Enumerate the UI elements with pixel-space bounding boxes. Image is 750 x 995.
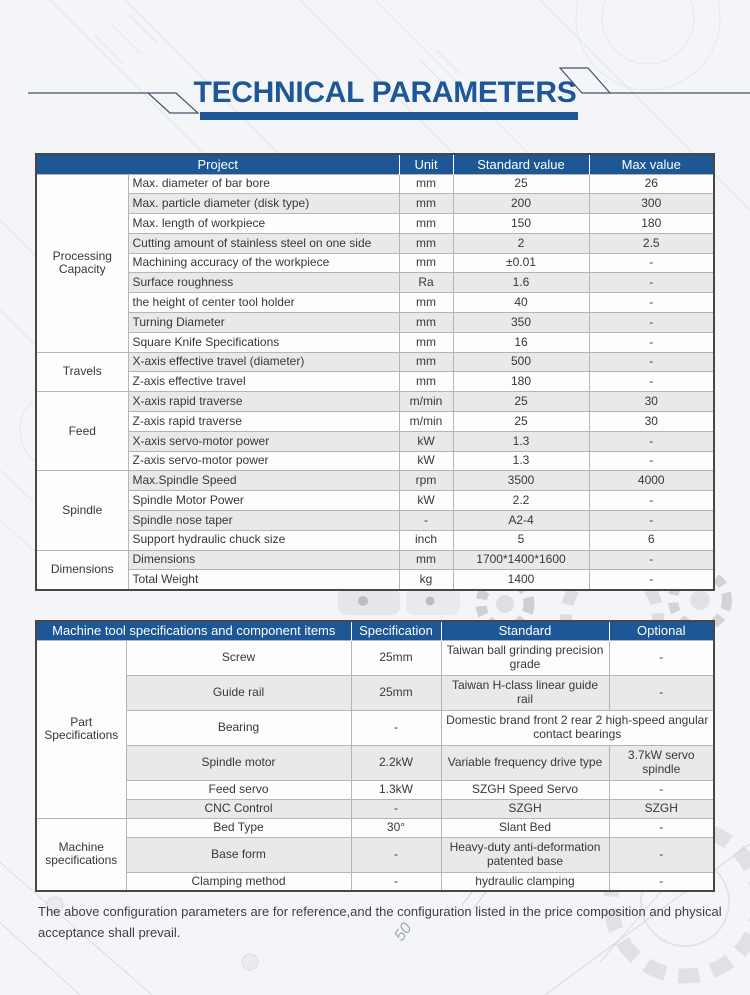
optional-cell: - bbox=[609, 780, 714, 799]
optional-cell: - bbox=[609, 675, 714, 710]
standard-value-cell: 1700*1400*1600 bbox=[453, 550, 589, 570]
parameter-cell: X-axis servo-motor power bbox=[128, 431, 399, 451]
section-label-cell: Spindle bbox=[36, 471, 128, 550]
column-header: Machine tool specifications and component items bbox=[36, 621, 351, 640]
machine-component-spec-table bbox=[35, 620, 715, 892]
standard-value-cell: 16 bbox=[453, 332, 589, 352]
table-row bbox=[36, 471, 714, 491]
component-cell: Clamping method bbox=[126, 872, 351, 891]
parameter-cell: Machining accuracy of the workpiece bbox=[128, 253, 399, 273]
standard-value-cell: 2 bbox=[453, 233, 589, 253]
standard-cell: Taiwan H-class linear guide rail bbox=[441, 675, 609, 710]
column-header: Standard bbox=[441, 621, 609, 640]
component-cell: Base form bbox=[126, 837, 351, 872]
section-label-cell: Machine specifications bbox=[36, 818, 126, 891]
standard-value-cell: 1400 bbox=[453, 570, 589, 590]
unit-cell: Ra bbox=[399, 273, 453, 293]
table-row bbox=[36, 372, 714, 392]
section-label-cell: Travels bbox=[36, 352, 128, 392]
watermark-number: 50 bbox=[391, 919, 416, 945]
table-row bbox=[36, 640, 714, 675]
max-value-cell: - bbox=[589, 451, 714, 471]
unit-cell: kW bbox=[399, 491, 453, 511]
optional-cell: - bbox=[609, 837, 714, 872]
unit-cell: mm bbox=[399, 293, 453, 313]
footer-note bbox=[38, 902, 738, 943]
page-title: TECHNICAL PARAMETERS bbox=[193, 76, 577, 109]
standard-value-cell: 200 bbox=[453, 194, 589, 214]
max-value-cell: - bbox=[589, 491, 714, 511]
standard-value-cell: ±0.01 bbox=[453, 253, 589, 273]
standard-value-cell: 1.6 bbox=[453, 273, 589, 293]
standard-value-cell: 500 bbox=[453, 352, 589, 372]
parameter-cell: Max. diameter of bar bore bbox=[128, 174, 399, 194]
specification-cell: - bbox=[351, 799, 441, 818]
table-row bbox=[36, 745, 714, 780]
standard-value-cell: 1.3 bbox=[453, 451, 589, 471]
table-row bbox=[36, 233, 714, 253]
specification-cell: - bbox=[351, 837, 441, 872]
table-row bbox=[36, 392, 714, 412]
table-row bbox=[36, 174, 714, 194]
max-value-cell: - bbox=[589, 570, 714, 590]
max-value-cell: 180 bbox=[589, 214, 714, 234]
standard-value-cell: 150 bbox=[453, 214, 589, 234]
table-row bbox=[36, 451, 714, 471]
unit-cell: mm bbox=[399, 194, 453, 214]
specification-cell: - bbox=[351, 872, 441, 891]
section-label-cell: Part Specifications bbox=[36, 640, 126, 818]
unit-cell: mm bbox=[399, 253, 453, 273]
parameter-cell: Spindle Motor Power bbox=[128, 491, 399, 511]
max-value-cell: - bbox=[589, 293, 714, 313]
specification-cell: 1.3kW bbox=[351, 780, 441, 799]
max-value-cell: - bbox=[589, 352, 714, 372]
max-value-cell: 30 bbox=[589, 392, 714, 412]
column-header: Optional bbox=[609, 621, 714, 640]
max-value-cell: - bbox=[589, 253, 714, 273]
unit-cell: kW bbox=[399, 451, 453, 471]
unit-cell: rpm bbox=[399, 471, 453, 491]
parameter-cell: Support hydraulic chuck size bbox=[128, 530, 399, 550]
unit-cell: mm bbox=[399, 372, 453, 392]
component-cell: Screw bbox=[126, 640, 351, 675]
component-cell: Bearing bbox=[126, 710, 351, 745]
standard-value-cell: 25 bbox=[453, 412, 589, 432]
standard-value-cell: 25 bbox=[453, 392, 589, 412]
table-row bbox=[36, 293, 714, 313]
optional-cell: 3.7kW servo spindle bbox=[609, 745, 714, 780]
table-row bbox=[36, 570, 714, 590]
unit-cell: m/min bbox=[399, 412, 453, 432]
unit-cell: mm bbox=[399, 352, 453, 372]
max-value-cell: - bbox=[589, 372, 714, 392]
table-row bbox=[36, 511, 714, 531]
max-value-cell: 30 bbox=[589, 412, 714, 432]
parameter-cell: Dimensions bbox=[128, 550, 399, 570]
standard-value-cell: 1.3 bbox=[453, 431, 589, 451]
table-row bbox=[36, 253, 714, 273]
table-row bbox=[36, 780, 714, 799]
standard-cell: SZGH Speed Servo bbox=[441, 780, 609, 799]
parameter-cell: X-axis rapid traverse bbox=[128, 392, 399, 412]
max-value-cell: 4000 bbox=[589, 471, 714, 491]
standard-cell: Slant Bed bbox=[441, 818, 609, 837]
standard-cell: SZGH bbox=[441, 799, 609, 818]
title-underline bbox=[200, 112, 578, 120]
table-row bbox=[36, 799, 714, 818]
max-value-cell: 6 bbox=[589, 530, 714, 550]
standard-cell: Domestic brand front 2 rear 2 high-speed angular contact bearings bbox=[441, 710, 714, 745]
component-cell: Bed Type bbox=[126, 818, 351, 837]
max-value-cell: 2.5 bbox=[589, 233, 714, 253]
table-row bbox=[36, 710, 714, 745]
parameter-cell: Max. length of workpiece bbox=[128, 214, 399, 234]
table-row bbox=[36, 332, 714, 352]
parameter-cell: Max. particle diameter (disk type) bbox=[128, 194, 399, 214]
standard-cell: hydraulic clamping bbox=[441, 872, 609, 891]
table-row bbox=[36, 837, 714, 872]
max-value-cell: - bbox=[589, 431, 714, 451]
table-row bbox=[36, 550, 714, 570]
table-row bbox=[36, 872, 714, 891]
unit-cell: mm bbox=[399, 233, 453, 253]
section-label-cell: Feed bbox=[36, 392, 128, 471]
parameter-cell: Max.Spindle Speed bbox=[128, 471, 399, 491]
parameter-cell: Z-axis effective travel bbox=[128, 372, 399, 392]
standard-cell: Taiwan ball grinding precision grade bbox=[441, 640, 609, 675]
max-value-cell: - bbox=[589, 511, 714, 531]
footer-note-line1: The above configuration parameters are for reference,and the configuration listed in the price composition and physical bbox=[38, 904, 722, 919]
parameter-cell: Square Knife Specifications bbox=[128, 332, 399, 352]
standard-value-cell: 3500 bbox=[453, 471, 589, 491]
standard-value-cell: 40 bbox=[453, 293, 589, 313]
component-cell: CNC Control bbox=[126, 799, 351, 818]
component-cell: Guide rail bbox=[126, 675, 351, 710]
max-value-cell: - bbox=[589, 550, 714, 570]
parameter-cell: X-axis effective travel (diameter) bbox=[128, 352, 399, 372]
unit-cell: - bbox=[399, 511, 453, 531]
max-value-cell: 26 bbox=[589, 174, 714, 194]
unit-cell: mm bbox=[399, 332, 453, 352]
specification-cell: - bbox=[351, 710, 441, 745]
technical-parameters-spec-table bbox=[35, 153, 715, 591]
optional-cell: - bbox=[609, 818, 714, 837]
parameter-cell: Z-axis servo-motor power bbox=[128, 451, 399, 471]
table-row bbox=[36, 818, 714, 837]
parameter-cell: Total Weight bbox=[128, 570, 399, 590]
parameter-cell: Z-axis rapid traverse bbox=[128, 412, 399, 432]
standard-value-cell: 2.2 bbox=[453, 491, 589, 511]
standard-cell: Heavy-duty anti-deformation patented base bbox=[441, 837, 609, 872]
standard-cell: Variable frequency drive type bbox=[441, 745, 609, 780]
optional-cell: - bbox=[609, 640, 714, 675]
column-header: Specification bbox=[351, 621, 441, 640]
max-value-cell: - bbox=[589, 273, 714, 293]
specification-cell: 25mm bbox=[351, 640, 441, 675]
unit-cell: mm bbox=[399, 174, 453, 194]
parameter-cell: the height of center tool holder bbox=[128, 293, 399, 313]
table-row bbox=[36, 352, 714, 372]
unit-cell: m/min bbox=[399, 392, 453, 412]
optional-cell: - bbox=[609, 872, 714, 891]
max-value-cell: 300 bbox=[589, 194, 714, 214]
specification-cell: 25mm bbox=[351, 675, 441, 710]
unit-cell: mm bbox=[399, 550, 453, 570]
table-row bbox=[36, 313, 714, 333]
max-value-cell: - bbox=[589, 332, 714, 352]
table-row bbox=[36, 412, 714, 432]
specification-cell: 2.2kW bbox=[351, 745, 441, 780]
section-label-cell: Processing Capacity bbox=[36, 174, 128, 352]
max-value-cell: - bbox=[589, 313, 714, 333]
parameter-cell: Cutting amount of stainless steel on one side bbox=[128, 233, 399, 253]
column-header: Standard value bbox=[453, 154, 589, 174]
table-row bbox=[36, 214, 714, 234]
column-header: Project bbox=[36, 154, 399, 174]
table-row bbox=[36, 530, 714, 550]
table-row bbox=[36, 431, 714, 451]
unit-cell: kW bbox=[399, 431, 453, 451]
table-row bbox=[36, 491, 714, 511]
parameter-cell: Spindle nose taper bbox=[128, 511, 399, 531]
unit-cell: mm bbox=[399, 313, 453, 333]
parameter-cell: Surface roughness bbox=[128, 273, 399, 293]
standard-value-cell: 350 bbox=[453, 313, 589, 333]
table-row bbox=[36, 194, 714, 214]
optional-cell: SZGH bbox=[609, 799, 714, 818]
table-row bbox=[36, 273, 714, 293]
component-cell: Spindle motor bbox=[126, 745, 351, 780]
standard-value-cell: 180 bbox=[453, 372, 589, 392]
unit-cell: mm bbox=[399, 214, 453, 234]
section-label-cell: Dimensions bbox=[36, 550, 128, 590]
technical-parameters-table bbox=[35, 153, 715, 591]
column-header: Unit bbox=[399, 154, 453, 174]
standard-value-cell: A2-4 bbox=[453, 511, 589, 531]
parameter-cell: Turning Diameter bbox=[128, 313, 399, 333]
footer-note-line2: acceptance shall prevail. bbox=[38, 924, 181, 940]
machine-specifications-table bbox=[35, 620, 715, 892]
specification-cell: 30° bbox=[351, 818, 441, 837]
standard-value-cell: 5 bbox=[453, 530, 589, 550]
unit-cell: kg bbox=[399, 570, 453, 590]
unit-cell: inch bbox=[399, 530, 453, 550]
component-cell: Feed servo bbox=[126, 780, 351, 799]
standard-value-cell: 25 bbox=[453, 174, 589, 194]
column-header: Max value bbox=[589, 154, 714, 174]
table-row bbox=[36, 675, 714, 710]
